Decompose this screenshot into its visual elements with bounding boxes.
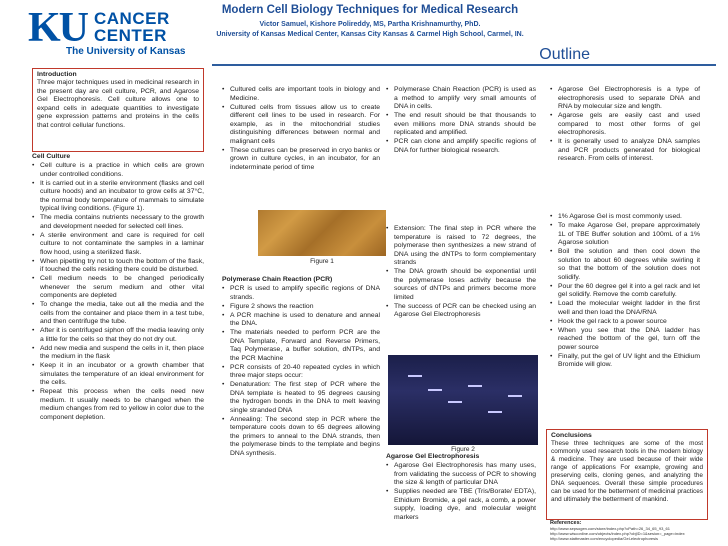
header-divider xyxy=(212,64,716,66)
list-item: • Cultured cells are important tools in biology and Medicine. xyxy=(222,86,380,103)
list-item: • The media contains nutrients necessary to the growth and development needed for selected cell lines. xyxy=(32,214,204,231)
logo-center-text: CENTER xyxy=(94,26,167,45)
pcr-extension-section xyxy=(386,225,536,320)
list-item: • Agarose Gel Electrophoresis is a type of electrophoresis used to separate DNA and RNA by molecular size and length. xyxy=(550,86,700,112)
list-item: • Denaturation: The first step of PCR where the DNA template is heated to 95 degrees causing the hydrogen bonds in the DNA to melt leaving single stranded DNA xyxy=(222,381,380,415)
list-item: • Agarose gels are easily cast and used compared to most other forms of gel electrophoresis. xyxy=(550,112,700,138)
list-item: • Repeat this process when the cells need new medium. It usually needs to be changed when the medium changes from red to yellow in color due to the component depletion. xyxy=(32,388,204,422)
outline-heading: Outline xyxy=(539,46,590,63)
poster-authors: Victor Samuel, Kishore Polireddy, MS, Partha Krishnamurthy, PhD. xyxy=(259,21,481,28)
list-item: • Boil the solution and then cool down the solution to about 60 degrees while swirling it so that the bottom of the solution does not solidify. xyxy=(550,248,700,282)
list-item: • After it is centrifuged siphon off the media leaving only a little for the cells so that they do not dry out. xyxy=(32,327,204,344)
list-item: • To change the media, take out all the media and the cells from the container and place them in a test tube, and then centrifuge the tube. xyxy=(32,301,204,327)
list-item: • Pour the 60 degree gel it into a gel rack and let gel solidify. Remove the comb carefully. xyxy=(550,283,700,300)
gel-band xyxy=(428,389,442,391)
pcr-section xyxy=(222,276,380,459)
list-item: • The success of PCR can be checked using an Agarose Gel Electrophoresis xyxy=(386,303,536,320)
list-item: • The end result should be that thousands to even millions more DNA strands should be replicated and amplified. xyxy=(386,112,536,138)
cell-culture-heading: Cell Culture xyxy=(32,153,71,160)
cell-culture-list xyxy=(32,162,204,422)
list-item: • Finally, put the gel of UV light and the Ethidium Bromide will glow. xyxy=(550,353,700,370)
figure-2-gel-image xyxy=(388,355,538,445)
logo-cancer-text: CANCER xyxy=(94,9,170,28)
reference-link[interactable]: http://www.sepsogen.com/store/index.php?cPath=26_34_65_93_61 xyxy=(550,526,670,531)
list-item: • These cultures can be preserved in cryo banks or grown in culture cycles, in an incubator, for an indeterminate period of time xyxy=(222,147,380,173)
list-item: • The materials needed to perform PCR are the DNA Template, Forward and Reverse Primers, Taq Polymerase, a buffer solution, dNTPs, and the PCR Machine xyxy=(222,329,380,363)
gel-band xyxy=(508,395,522,397)
list-item: • Load the molecular weight ladder in the first well and then load the DNA/RNA xyxy=(550,300,700,317)
gel-band xyxy=(468,385,482,387)
list-item: • Annealing: The second step in PCR where the temperature cools down to 65 degrees allowing the primers to anneal to the DNA strands, then the polymerase binds to the template and begins DNA synthesis. xyxy=(222,416,380,459)
list-item: • To make Agarose Gel, prepare approximately 1L of TBE Buffer solution and 100mL of a 1% Agarose solution xyxy=(550,222,700,248)
cultured-cells-section xyxy=(222,86,380,173)
list-item: • Figure 2 shows the reaction xyxy=(222,303,380,312)
gel-band xyxy=(488,411,502,413)
list-item: • It is generally used to analyze DNA samples and PCR products generated for biological research. From cells of interest. xyxy=(550,138,700,164)
list-item: • When you see that the DNA ladder has reached the bottom of the gel, turn off the power source xyxy=(550,327,700,353)
list-item: • A sterile environment and care is required for cell culture to not contaminate the samples in a laminar flow hood, using a sterilized flask. xyxy=(32,232,204,258)
list-item: • When pipetting try not to touch the bottom of the flask, if touched the cells residing there could be disturbed. xyxy=(32,258,204,275)
gel-band xyxy=(448,401,462,403)
list-item: • Cell culture is a practice in which cells are grown under controlled conditions. xyxy=(32,162,204,179)
pcr-overview-section xyxy=(386,86,536,156)
agarose-procedure-section xyxy=(550,213,700,370)
poster-title: Modern Cell Biology Techniques for Medical Research xyxy=(221,4,519,16)
list-item: • Polymerase Chain Reaction (PCR) is used as a method to amplify very small amounts of DNA in cells. xyxy=(386,86,536,112)
list-item: • 1% Agarose Gel is most commonly used. xyxy=(550,213,700,222)
reference-link[interactable]: http://www.wisconline.com/objects/index.php?objID=1&sesion=_page=index xyxy=(550,531,685,536)
agarose-heading: Agarose Gel Electrophoresis xyxy=(386,453,480,460)
figure-1-caption: Figure 1 xyxy=(310,258,334,265)
list-item: • Extension: The final step in PCR where the temperature is raised to 72 degrees, the polymerase then synthesizes a new strand of DNA using the dNTPs to form complementary strands xyxy=(386,225,536,268)
conclusions-heading: Conclusions xyxy=(551,432,592,439)
ku-cancer-center-logo xyxy=(28,6,198,58)
figure-1-cell-culture-image xyxy=(258,210,386,256)
list-item: • PCR can clone and amplify specific regions of DNA for further biological research. xyxy=(386,138,536,155)
list-item: • Agarose Gel Electrophoresis has many uses, from validating the success of PCR to showing the size & length of particular DNA xyxy=(386,462,536,488)
list-item: • PCR consists of 20-40 repeated cycles in which three major steps occur: xyxy=(222,364,380,381)
pcr-heading: Polymerase Chain Reaction (PCR) xyxy=(222,276,333,283)
introduction-text: Three major techniques used in medicinal research in the present day are cell culture, PCR, and Agarose Gel Electrophoresis. Cell culture allows one to expand cells in adequate quantities to investigate gene expression patterns and proteins in the cells that control cellular functions. xyxy=(37,79,199,129)
poster-affiliation: University of Kansas Medical Center, Kansas City Kansas & Carmel High School, Carmel, IN. xyxy=(216,31,524,38)
list-item: • Cultured cells from tissues allow us to create different cell lines to be used in research. For example, as in the mitochondrial studies distinguishing differences between normal and malignant cells xyxy=(222,104,380,147)
gel-band xyxy=(408,375,422,377)
cell-culture-section xyxy=(32,153,204,423)
agarose-overview-section xyxy=(550,86,700,164)
references-heading: References: xyxy=(550,520,582,526)
list-item: • PCR is used to amplify specific regions of DNA strands. xyxy=(222,285,380,302)
list-item: • Supplies needed are TBE (Tris/Borate/ EDTA), Ethidium Bromide, a gel rack, a comb, a power supply, loading dye, and molecular weight markers xyxy=(386,488,536,522)
reference-link[interactable]: http://www.stattmaster.com/encyclopedia/Gel-electrophoresis xyxy=(550,536,659,541)
conclusions-box xyxy=(546,429,708,520)
list-item: • The DNA growth should be exponential until the polymerase loses activity because the sources of dNTPs and primers become more limited xyxy=(386,268,536,302)
list-item: • Keep it in an incubator or a growth chamber that simulates the temperature of an ideal environment for the cells. xyxy=(32,362,204,388)
logo-university-text: The University of Kansas xyxy=(66,46,186,57)
agarose-section xyxy=(386,453,536,523)
conclusions-text: These three techniques are some of the most commonly used research tools in the modern biology & medicine. They are used because of their wide range of applications For example, growing and preserving cells, cloning genes, and analyzing the DNA sequences. Overall these simple procedures can be used for the betterment of medicinal practices and ultimately the betterment of mankind. xyxy=(551,440,703,503)
references-section xyxy=(550,520,710,541)
introduction-box xyxy=(32,68,204,152)
introduction-heading: Introduction xyxy=(37,71,77,78)
logo-ku-mark: KU xyxy=(28,5,87,51)
list-item: • Cell medium needs to be changed periodically whenever the serum medium and other vital components are depleted xyxy=(32,275,204,301)
list-item: • Add new media and suspend the cells in it, then place the medium in the flask xyxy=(32,345,204,362)
figure-2-caption: Figure 2 xyxy=(451,446,475,453)
list-item: • Hook the gel rack to a power source xyxy=(550,318,700,327)
list-item: • A PCR machine is used to denature and anneal the DNA. xyxy=(222,312,380,329)
list-item: • It is carried out in a sterile environment (flasks and cell culture hoods) and an incubator to grow cells at 37°C, the normal body temperature of mammals to simulate typical living conditions. (Figure 1). xyxy=(32,180,204,214)
